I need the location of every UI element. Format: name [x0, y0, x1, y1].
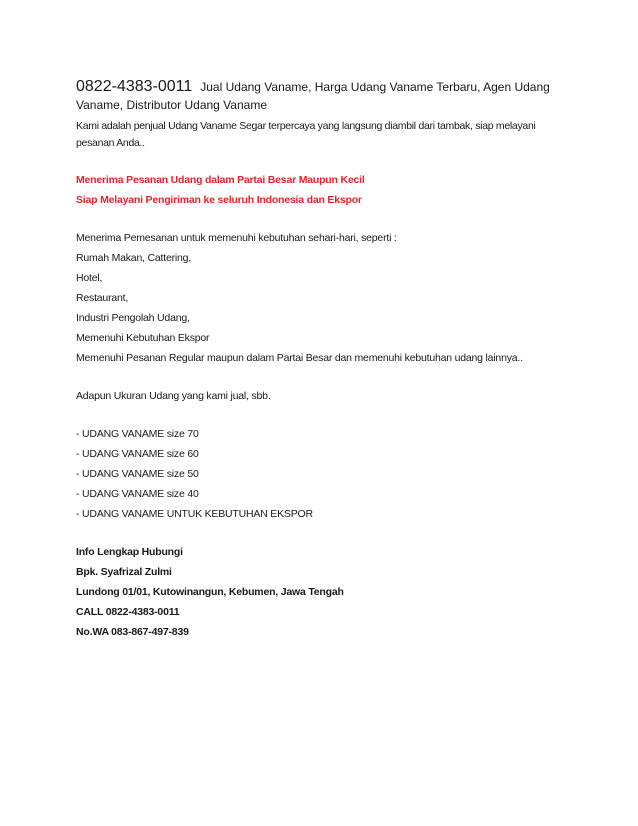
heading-text: Jual Udang Vaname, Harga Udang Vaname Terbaru, Agen Udang Vaname, Distributor Udang Vaname	[76, 80, 550, 112]
intro-paragraph: Kami adalah penjual Udang Vaname Segar terpercaya yang langsung diambil dari tambak, siap melayani pesanan Anda..	[76, 120, 536, 149]
spacer	[76, 152, 566, 170]
spacer	[76, 406, 566, 424]
contact-line: Lundong 01/01, Kutowinangun, Kebumen, Jawa Tengah	[76, 586, 344, 598]
contact-line: No.WA 083-867-497-839	[76, 626, 189, 638]
highlight-line: Siap Melayani Pengiriman ke seluruh Indonesia dan Ekspor	[76, 194, 362, 206]
size-item: - UDANG VANAME size 70	[76, 428, 199, 440]
needs-item: Rumah Makan, Cattering,	[76, 252, 192, 264]
size-item: - UDANG VANAME UNTUK KEBUTUHAN EKSPOR	[76, 508, 313, 520]
contact-line: Bpk. Syafrizal Zulmi	[76, 566, 172, 578]
size-item: - UDANG VANAME size 50	[76, 468, 199, 480]
size-item: - UDANG VANAME size 60	[76, 448, 199, 460]
document-content	[76, 78, 566, 642]
needs-item: Industri Pengolah Udang,	[76, 312, 190, 324]
needs-item: Memenuhi Kebutuhan Ekspor	[76, 332, 210, 344]
heading-phone: 0822-4383-0011	[76, 78, 193, 95]
contact-line: CALL 0822-4383-0011	[76, 606, 180, 618]
needs-intro: Menerima Pemesanan untuk memenuhi kebutuhan sehari-hari, seperti :	[76, 232, 397, 244]
needs-item: Hotel,	[76, 272, 103, 284]
document-heading	[76, 78, 566, 114]
highlight-line: Menerima Pesanan Udang dalam Partai Besar Maupun Kecil	[76, 174, 365, 186]
needs-item: Restaurant,	[76, 292, 129, 304]
spacer	[76, 210, 566, 228]
spacer	[76, 368, 566, 386]
contact-line: Info Lengkap Hubungi	[76, 546, 183, 558]
spacer	[76, 524, 566, 542]
size-item: - UDANG VANAME size 40	[76, 488, 199, 500]
sizes-intro: Adapun Ukuran Udang yang kami jual, sbb.	[76, 390, 271, 402]
needs-item: Memenuhi Pesanan Regular maupun dalam Partai Besar dan memenuhi kebutuhan udang lainnya..	[76, 352, 523, 364]
